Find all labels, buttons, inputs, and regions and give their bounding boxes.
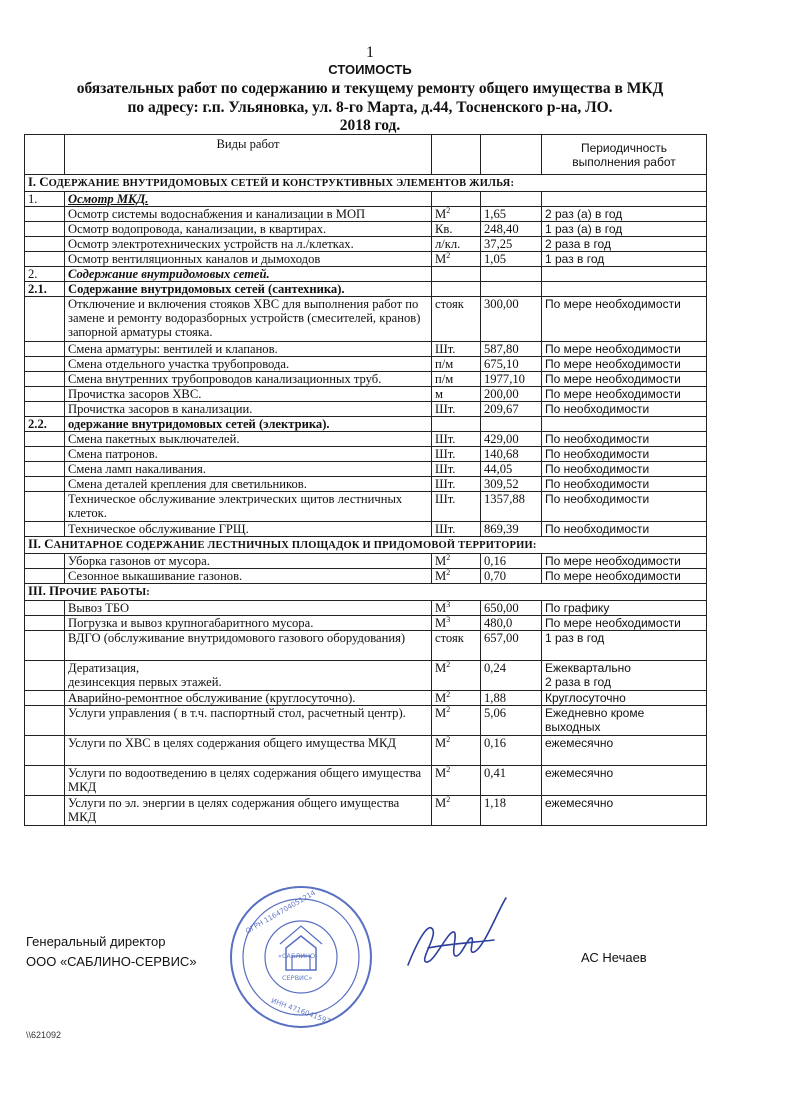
svg-text:«САБЛИНО-: «САБЛИНО- xyxy=(278,952,318,960)
table-row: Уборка газонов от мусора. $М^2$ 0,16 По мере необходимости xyxy=(25,554,707,569)
header-period: Периодичность выполнения работ xyxy=(542,135,707,175)
table-row: Смена арматуры: вентилей и клапанов. Шт. 587,80 По мере необходимости xyxy=(25,342,707,357)
table-row: Смена внутренних трубопроводов канализационных труб. п/м 1977,10 По мере необходимости xyxy=(25,372,707,387)
document-id: \\621092 xyxy=(26,1030,62,1040)
table-row: Прочистка засоров ХВС. м 200,00 По мере необходимости xyxy=(25,387,707,402)
table-row: Услуги по эл. энергии в целях содержания общего имущества МКД $М^2$ 1,18 ежемесячно xyxy=(25,796,707,826)
table-row: Осмотр водопровода, канализации, в квартирах. Кв. 248,40 1 раз (а) в год xyxy=(25,222,707,237)
subsection-row: 2. Содержание внутридомовых сетей. xyxy=(25,267,707,282)
table-row: Погрузка и вывоз крупногабаритного мусора. $М^3$ 480,0 По мере необходимости xyxy=(25,616,707,631)
signatory-position: Генеральный директор xyxy=(26,934,166,949)
table-row: Услуги управления ( в т.ч. паспортный стол, расчетный центр). $М^2$ 5,06 Ежедневно кроме выходных xyxy=(25,706,707,736)
section-heading: I. СОДЕРЖАНИЕ ВНУТРИДОМОВЫХ СЕТЕЙ И КОНСТРУКТИВНЫХ ЭЛЕМЕНТОВ ЖИЛЬЯ: xyxy=(25,175,707,192)
svg-text:ИНН 4716041597: ИНН 4716041597 xyxy=(269,996,332,1026)
table-row: Дератизация, дезинсекция первых этажей. $М^2$ 0,24 Ежеквартально 2 раза в год xyxy=(25,661,707,691)
svg-text:ОГРН 1164704051214: ОГРН 1164704051214 xyxy=(244,888,317,936)
subsection-row: 2.2. одержание внутридомовых сетей (электрика). xyxy=(25,417,707,432)
table-row: Осмотр электротехнических устройств на л./клетках. л/кл. 37,25 2 раза в год xyxy=(25,237,707,252)
doc-subtitle-line-1: обязательных работ по содержанию и текущему ремонту общего имущества в МКД xyxy=(76,80,664,97)
table-row: Техническое обслуживание ГРЩ. Шт. 869,39 По необходимости xyxy=(25,522,707,537)
page-number: 1 xyxy=(366,44,374,61)
subsection-row: 2.1. Содержание внутридомовых сетей (сантехника). xyxy=(25,282,707,297)
table-row: Прочистка засоров в канализации. Шт. 209,67 По необходимости xyxy=(25,402,707,417)
section-heading: III. ПРОЧИЕ РАБОТЫ: xyxy=(25,584,707,601)
table-row: Вывоз ТБО $М^3$ 650,00 По графику xyxy=(25,601,707,616)
table-row: Отключение и включения стояков ХВС для выполнения работ по замене и ремонту водоразборных устройств (смесителей, кранов) запорной арматуры стояка. стояк 300,00 По мере необходимости xyxy=(25,297,707,342)
signature-title xyxy=(26,932,197,972)
table-row: Смена патронов. Шт. 140,68 По необходимости xyxy=(25,447,707,462)
table-row: Осмотр системы водоснабжения и канализации в МОП $М^2$ 1,65 2 раз (а) в год xyxy=(25,207,707,222)
table-row: Смена отдельного участка трубопровода. п/м 675,10 По мере необходимости xyxy=(25,357,707,372)
company-stamp xyxy=(226,882,376,1032)
doc-subtitle-year: 2018 год. xyxy=(339,117,401,134)
svg-text:СЕРВИС»: СЕРВИС» xyxy=(282,974,313,982)
director-signature xyxy=(398,890,518,980)
table-row: ВДГО (обслуживание внутридомового газового оборудования) стояк 657,00 1 раз в год xyxy=(25,631,707,661)
doc-subtitle-line-2: по адресу: г.п. Ульяновка, ул. 8-го Марта, д.44, Тосненского р-на, ЛО. xyxy=(127,99,613,116)
doc-title: СТОИМОСТЬ xyxy=(328,62,412,77)
table-row: Смена ламп накаливания. Шт. 44,05 По необходимости xyxy=(25,462,707,477)
table-row: Смена деталей крепления для светильников. Шт. 309,52 По необходимости xyxy=(25,477,707,492)
table-row: Аварийно-ремонтное обслуживание (круглосуточно). $М^2$ 1,88 Круглосуточно xyxy=(25,691,707,706)
table-row: Техническое обслуживание электрических щитов лестничных клеток. Шт. 1357,88 По необходимости xyxy=(25,492,707,522)
table-row: Услуги по водоотведению в целях содержания общего имущества МКД $М^2$ 0,41 ежемесячно xyxy=(25,766,707,796)
table-row: Сезонное выкашивание газонов. $М^2$ 0,70 По мере необходимости xyxy=(25,569,707,584)
section-heading: II. САНИТАРНОЕ СОДЕРЖАНИЕ ЛЕСТНИЧНЫХ ПЛОЩАДОК И ПРИДОМОВОЙ ТЕРРИТОРИИ: xyxy=(25,537,707,554)
subsection-row: 1. Осмотр МКД. xyxy=(25,192,707,207)
table-row: Осмотр вентиляционных каналов и дымоходов $М^2$ 1,05 1 раз в год xyxy=(25,252,707,267)
signatory-name: АС Нечаев xyxy=(581,950,647,965)
header-works: Виды работ xyxy=(65,135,432,175)
works-table xyxy=(24,134,707,826)
table-row: Смена пакетных выключателей. Шт. 429,00 По необходимости xyxy=(25,432,707,447)
table-header-row xyxy=(25,135,707,175)
table-row: Услуги по ХВС в целях содержания общего имущества МКД $М^2$ 0,16 ежемесячно xyxy=(25,736,707,766)
signatory-company: ООО «САБЛИНО-СЕРВИС» xyxy=(26,954,197,969)
